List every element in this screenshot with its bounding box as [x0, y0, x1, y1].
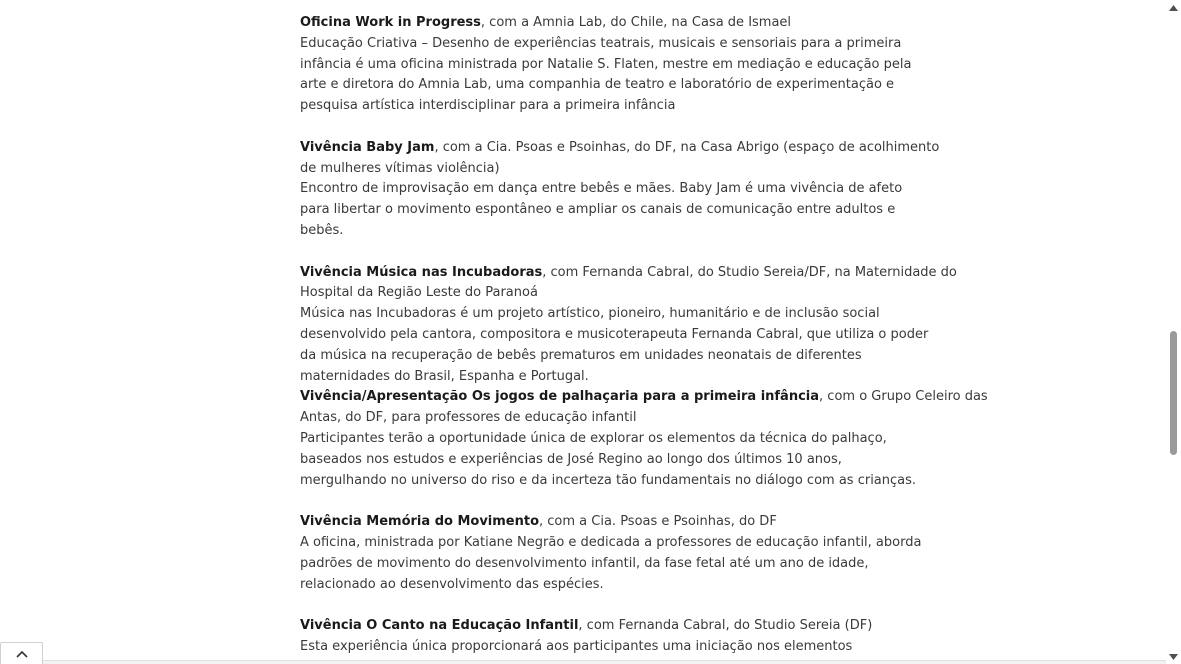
- workshop-paragraph: [300, 512, 922, 595]
- workshop-subtitle: , com Fernanda Cabral, do Studio Sereia/DF, na Maternidade do: [542, 264, 957, 280]
- text-line: maternidades do Brasil, Espanha e Portugal.: [300, 368, 589, 384]
- text-line: Esta experiência única proporcionará aos participantes uma iniciação nos elementos: [300, 638, 853, 654]
- vertical-scrollbar[interactable]: [1166, 0, 1181, 664]
- text-line: Participantes terão a oportunidade única de explorar os elementos da técnica do palhaço,: [300, 430, 887, 446]
- text-line: Antas, do DF, para professores de educação infantil: [300, 410, 637, 426]
- text-line: [300, 13, 875, 34]
- text-line: A oficina, ministrada por Katiane Negrão e dedicada a professores de educação infantil, aborda: [300, 534, 922, 550]
- text-line: Encontro de improvisação em dança entre bebês e mães. Baby Jam é uma vivência de afeto: [300, 181, 903, 197]
- text-line: [300, 616, 875, 637]
- workshop-title: Vivência Memória do Movimento: [300, 514, 540, 530]
- triangle-down-icon[interactable]: [1166, 649, 1181, 664]
- workshop-subtitle: , com Fernanda Cabral, do Studio Sereia (DF): [578, 618, 873, 634]
- text-line: [300, 263, 957, 284]
- workshop-subtitle: , com o Grupo Celeiro das: [819, 389, 988, 405]
- text-line: bebês.: [300, 222, 344, 238]
- workshop-paragraph: [300, 13, 912, 117]
- text-line: baseados nos estudos e experiências de José Regino ao longo dos últimos 10 anos,: [300, 451, 842, 467]
- text-line: [300, 138, 940, 159]
- back-to-top-button[interactable]: [0, 642, 43, 664]
- text-line: Música nas Incubadoras é um projeto artístico, pioneiro, humanitário e de inclusão social: [300, 306, 880, 322]
- chevron-up-icon: [16, 650, 28, 658]
- scrollbar-thumb[interactable]: [1170, 331, 1177, 455]
- workshop-paragraph: [300, 138, 940, 242]
- bottom-bar: [43, 660, 1166, 664]
- text-line: de mulheres vítimas violência): [300, 160, 500, 176]
- text-line: pesquisa artística interdisciplinar para a primeira infância: [300, 98, 676, 114]
- text-line: relacionado ao desenvolvimento das espécies.: [300, 576, 604, 592]
- workshop-title: Oficina Work in Progress: [300, 15, 481, 30]
- workshop-paragraph: [300, 263, 988, 492]
- text-line: [300, 512, 875, 533]
- workshop-title: Vivência O Canto na Educação Infantil: [300, 618, 579, 634]
- workshop-paragraph: [300, 616, 875, 658]
- workshop-subtitle: , com a Amnia Lab, do Chile, na Casa de Ismael: [480, 15, 792, 30]
- workshop-subtitle: , com a Cia. Psoas e Psoinhas, do DF: [539, 514, 777, 530]
- article-content: [300, 13, 988, 658]
- triangle-up-icon[interactable]: [1166, 0, 1181, 15]
- text-line: padrões de movimento do desenvolvimento infantil, da fase fetal até um ano de idade,: [300, 555, 869, 571]
- text-line: Educação Criativa – Desenho de experiências teatrais, musicais e sensoriais para a primeira: [300, 35, 902, 51]
- text-line: Hospital da Região Leste do Paranoá: [300, 285, 538, 301]
- text-line: arte e diretora do Amnia Lab, uma companhia de teatro e laboratório de experimentação e: [300, 77, 895, 93]
- text-line: da música na recuperação de bebês prematuros em unidades neonatais de diferentes: [300, 347, 862, 363]
- text-line: [300, 387, 988, 408]
- text-line: mergulhando no universo do riso e da incerteza tão fundamentais no diálogo com as crianças.: [300, 472, 917, 488]
- text-line: infância é uma oficina ministrada por Natalie S. Flaten, mestre em mediação e educação pela: [300, 56, 912, 72]
- workshop-title: Vivência Música nas Incubadoras: [300, 264, 543, 280]
- workshop-subtitle: , com a Cia. Psoas e Psoinhas, do DF, na Casa Abrigo (espaço de acolhimento: [434, 139, 940, 155]
- workshop-title: Vivência Baby Jam: [300, 139, 435, 155]
- text-line: para libertar o movimento espontâneo e ampliar os canais de comunicação entre adultos e: [300, 202, 896, 218]
- text-line: desenvolvido pela cantora, compositora e musicoterapeuta Fernanda Cabral, que utiliza o poder: [300, 326, 929, 342]
- workshop-title: Vivência/Apresentação Os jogos de palhaçaria para a primeira infância: [300, 389, 820, 405]
